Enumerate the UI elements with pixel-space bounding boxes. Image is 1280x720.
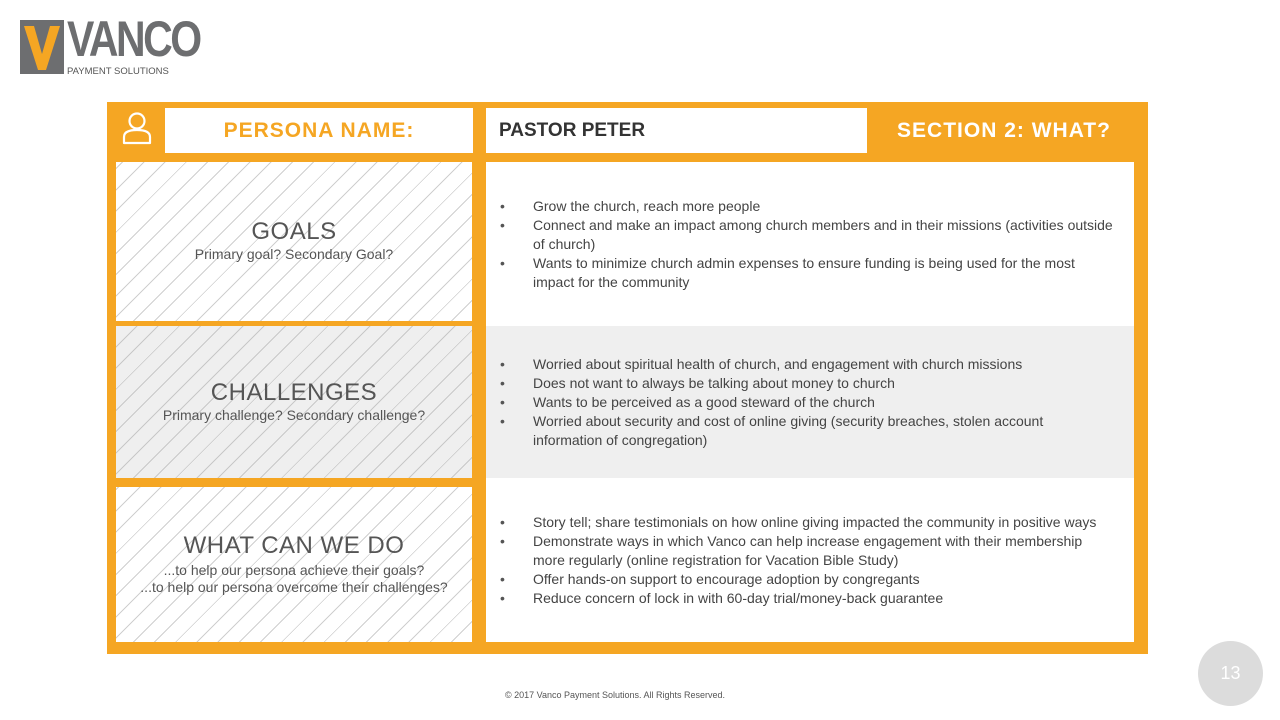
challenges-bullet-list: [500, 355, 1114, 450]
list-item: • Worried about security and cost of online giving (security breaches, stolen account information of congregation): [500, 412, 1114, 450]
list-item: • Worried about spiritual health of church, and engagement with church missions: [500, 355, 1114, 374]
what-can-we-do-label-cell: [116, 487, 472, 642]
what-can-we-do-subtitle-1: ...to help our persona achieve their goals?: [163, 561, 425, 578]
goals-content-cell: [486, 162, 1134, 326]
list-item: • Offer hands-on support to encourage adoption by congregants: [500, 570, 1114, 589]
persona-name-value: PASTOR PETER: [499, 119, 646, 141]
persona-name-label: PERSONA NAME:: [223, 118, 415, 142]
logo-wordmark: VANCO: [67, 11, 200, 67]
challenges-content-cell: [486, 326, 1134, 478]
vanco-logo: [20, 11, 200, 80]
copyright-text: © 2017 Vanco Payment Solutions. All Rights Reserved.: [504, 690, 726, 700]
persona-name-field: [486, 108, 867, 153]
list-item: • Does not want to always be talking about money to church: [500, 374, 1114, 393]
section-title: SECTION 2: WHAT?: [897, 118, 1111, 142]
list-item: • Demonstrate ways in which Vanco can help increase engagement with their membership more regularly (online registration for Vacation Bible Study): [500, 532, 1114, 570]
list-item: • Connect and make an impact among church members and in their missions (activities outside of church): [500, 216, 1114, 254]
goals-title: GOALS: [251, 218, 337, 246]
goals-label-cell: [116, 162, 472, 321]
list-item: • Wants to minimize church admin expenses to ensure funding is being used for the most impact for the community: [500, 254, 1114, 292]
list-item: • Grow the church, reach more people: [500, 197, 1114, 216]
what-can-we-do-subtitle-2: ...to help our persona overcome their challenges?: [140, 578, 448, 595]
challenges-label-cell: [116, 326, 472, 478]
goals-subtitle: Primary goal? Secondary Goal?: [194, 246, 394, 263]
person-icon: [121, 111, 153, 145]
page-number-badge: 13: [1198, 641, 1263, 706]
goals-bullet-list: [500, 197, 1114, 292]
what-can-we-do-content-cell: [486, 478, 1134, 642]
challenges-title: CHALLENGES: [210, 378, 378, 406]
list-item: • Story tell; share testimonials on how online giving impacted the community in positive ways: [500, 513, 1114, 532]
vanco-v-mark-icon: [20, 20, 64, 74]
challenges-subtitle: Primary challenge? Secondary challenge?: [162, 406, 426, 423]
list-item: • Wants to be perceived as a good steward of the church: [500, 393, 1114, 412]
persona-label-box: [165, 108, 473, 153]
what-can-we-do-bullet-list: [500, 513, 1114, 608]
logo-tagline: PAYMENT SOLUTIONS: [67, 66, 169, 77]
list-item: • Reduce concern of lock in with 60-day trial/money-back guarantee: [500, 589, 1114, 608]
what-can-we-do-title: WHAT CAN WE DO: [183, 531, 405, 559]
